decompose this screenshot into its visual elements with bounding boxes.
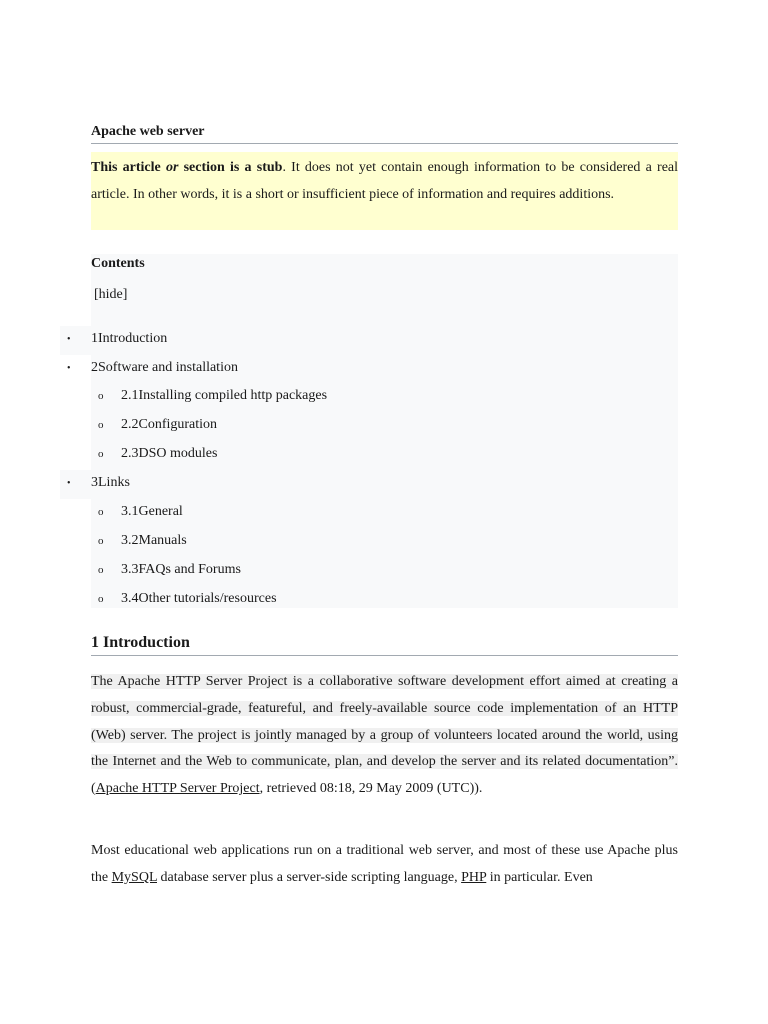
toc-item-faqs[interactable]: 3.3FAQs and Forums — [121, 562, 241, 577]
stub-notice — [91, 152, 678, 230]
toc-hide-toggle[interactable]: [hide] — [94, 287, 128, 302]
stub-text: . It does not yet contain enough information to be considered a real article. In other words, it is a short or insufficient piece of information and requires additions. — [91, 160, 679, 202]
toc-item-general[interactable]: 3.1General — [121, 504, 183, 519]
intro-text: ( — [91, 781, 96, 797]
toc-item-configuration[interactable]: 2.2Configuration — [121, 417, 218, 432]
stub-bold-italic: or — [165, 160, 179, 175]
stub-bold-b: section is a stub — [178, 160, 283, 175]
toc-item-links[interactable]: 3Links — [91, 475, 130, 490]
body-paragraph — [91, 838, 678, 892]
toc-item-introduction[interactable]: 1Introduction — [91, 331, 168, 346]
stub-bold-a: This article — [91, 160, 166, 175]
toc-sub-bullet: o — [98, 593, 104, 605]
php-link[interactable]: PHP — [461, 869, 487, 885]
toc-sub-bullet: o — [98, 419, 104, 431]
body-text: database server plus a server-side scripting language, — [157, 869, 462, 885]
section-heading-introduction: 1 Introduction — [91, 634, 678, 656]
toc-item-manuals[interactable]: 3.2Manuals — [121, 533, 187, 548]
body-text: Most educational web applications run on a traditional web server, and most of these use Apache plus the — [91, 843, 678, 885]
toc-item-other-tutorials[interactable]: 3.4Other tutorials/resources — [121, 591, 277, 606]
toc-bullet: • — [67, 478, 71, 489]
toc-item-dso-modules[interactable]: 2.3DSO modules — [121, 446, 218, 461]
toc-sub-bullet: o — [98, 390, 104, 402]
toc-sub-bullet: o — [98, 448, 104, 460]
page-title: Apache web server — [91, 124, 678, 144]
toc-bullet: • — [67, 334, 71, 345]
intro-citation-text: , retrieved 08:18, 29 May 2009 (UTC)). — [259, 781, 483, 797]
toc-item-installing[interactable]: 2.1Installing compiled http packages — [121, 388, 328, 403]
body-text: in particular. Even — [486, 869, 593, 885]
toc-box-highlight — [60, 470, 91, 499]
toc-heading: Contents — [91, 256, 145, 271]
intro-paragraph — [91, 669, 678, 803]
toc-box-highlight — [60, 326, 91, 355]
mysql-link[interactable]: MySQL — [111, 869, 157, 885]
toc-sub-bullet: o — [98, 564, 104, 576]
intro-quote-text: The Apache HTTP Server Project is a collaborative software development effort aimed at creating a robust, commercial-grade, featureful, and freely-available source code implementation of an HTTP (Web) server. The project is jointly managed by a group of volunteers located around the world, using the Internet and the Web to communicate, plan, and develop the server and its related documentation”. — [91, 674, 678, 770]
toc-sub-bullet: o — [98, 535, 104, 547]
toc-item-software[interactable]: 2Software and installation — [91, 360, 238, 375]
apache-project-link[interactable]: Apache HTTP Server Project — [95, 781, 260, 797]
toc-bullet: • — [67, 363, 71, 374]
toc-sub-bullet: o — [98, 506, 104, 518]
